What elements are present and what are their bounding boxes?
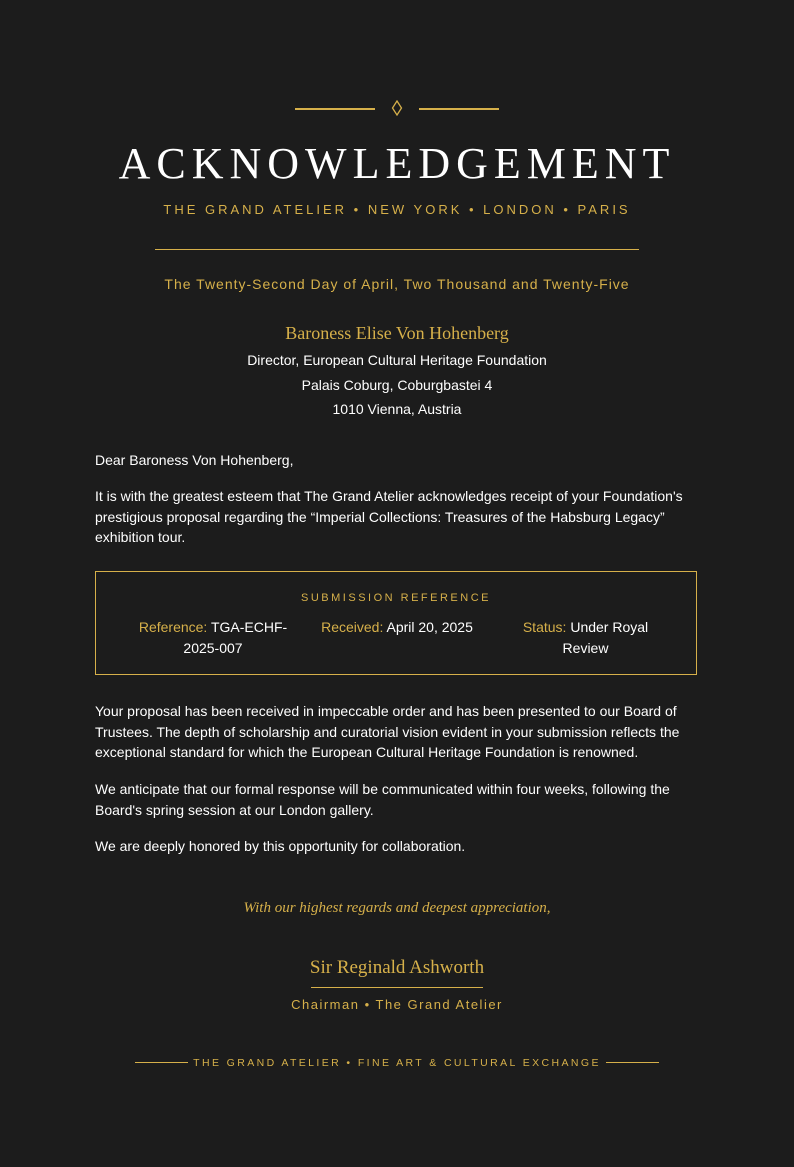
reference-number bbox=[128, 617, 298, 659]
diamond-icon bbox=[391, 100, 403, 116]
signatory-title: Chairman • The Grand Atelier bbox=[291, 997, 503, 1012]
status-label: Status: bbox=[522, 619, 567, 635]
letter-date: The Twenty-Second Day of April, Two Thousand and Twenty-Five bbox=[164, 276, 630, 292]
received-value: April 20, 2025 bbox=[386, 619, 473, 635]
page-title: ACKNOWLEDGEMENT bbox=[118, 139, 676, 188]
paragraph-gratitude: We are deeply honored by this opportunity for collaboration. bbox=[95, 838, 466, 854]
signature-line bbox=[311, 987, 483, 988]
recipient-name: Baroness Elise Von Hohenberg bbox=[285, 323, 509, 343]
valediction: With our highest regards and deepest appreciation, bbox=[243, 900, 551, 916]
locations-subtitle: THE GRAND ATELIER • NEW YORK • LONDON • PARIS bbox=[163, 202, 631, 217]
footer bbox=[0, 1055, 794, 1071]
paragraph-review: Your proposal has been received in impeccable order and has been presented to our Board of Trustees. The depth of scholarship and curatorial vision evident in your submission reflects the exceptional standard for which the European Cultural Heritage Foundation is renowned. bbox=[95, 703, 680, 760]
paragraph-intro: It is with the greatest esteem that The Grand Atelier acknowledges receipt of your Foundation's prestigious proposal regarding the “Imperial Collections: Treasures of the Habsburg Legacy” exhibition tour. bbox=[95, 488, 683, 545]
reference-heading: SUBMISSION REFERENCE bbox=[301, 592, 491, 604]
ornament-line-left bbox=[295, 108, 375, 110]
signatory-name: Sir Reginald Ashworth bbox=[309, 957, 485, 978]
received-date bbox=[312, 617, 482, 638]
reference-value: TGA-ECHF-2025-007 bbox=[183, 619, 288, 656]
footer-text: THE GRAND ATELIER • FINE ART & CULTURAL EXCHANGE bbox=[193, 1057, 601, 1069]
reference-label: Reference: bbox=[138, 619, 208, 635]
paragraph-timeline: We anticipate that our formal response will be communicated within four weeks, following the Board's spring session at our London gallery. bbox=[95, 781, 670, 818]
recipient-address-line2: 1010 Vienna, Austria bbox=[332, 401, 462, 417]
recipient-address-line1: Palais Coburg, Coburgbastei 4 bbox=[301, 376, 493, 393]
ornament-line-right bbox=[419, 108, 499, 110]
status-value: Under Royal Review bbox=[562, 619, 649, 656]
header-divider bbox=[155, 249, 639, 250]
submission-reference-box bbox=[95, 571, 697, 675]
submission-status bbox=[498, 617, 673, 659]
recipient-title: Director, European Cultural Heritage Foundation bbox=[247, 352, 547, 368]
recipient-block bbox=[0, 320, 794, 422]
salutation: Dear Baroness Von Hohenberg, bbox=[95, 452, 294, 468]
header-ornament bbox=[0, 100, 794, 118]
footer-line-right bbox=[606, 1062, 659, 1063]
received-label: Received: bbox=[321, 619, 384, 635]
